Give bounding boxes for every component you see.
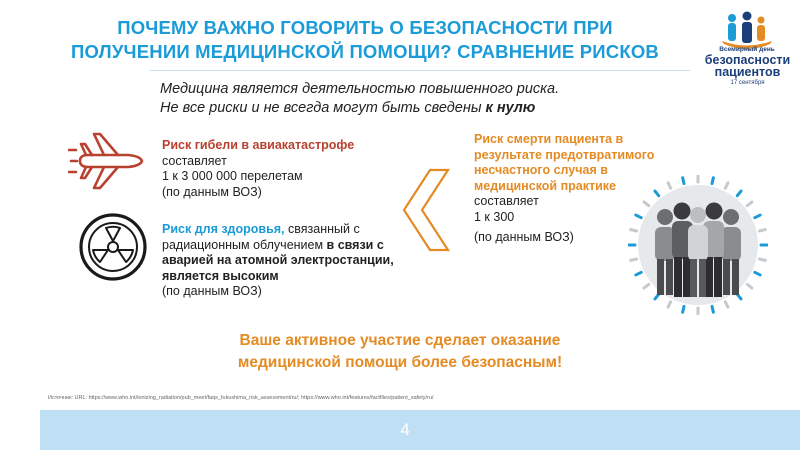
subtitle-line2	[160, 99, 680, 118]
page-number: 4	[400, 420, 410, 439]
logo-title	[700, 54, 795, 78]
page-title	[40, 16, 690, 64]
patient-risk-source: (по данным ВОЗ)	[474, 230, 574, 244]
footer-bar	[40, 410, 800, 450]
subtitle-line2-text: Не все риски и не всегда могут быть сведены	[160, 100, 486, 116]
radiation-risk-text: связанный с радиационным облучением	[162, 222, 360, 252]
subtitle	[160, 80, 680, 118]
patient-risk-line1: составляет	[474, 194, 539, 208]
aviation-risk-heading: Риск гибели в авиакатастрофе	[162, 138, 355, 152]
aviation-risk-line1: составляет	[162, 153, 227, 168]
aviation-risk-source: (по данным ВОЗ)	[162, 184, 262, 199]
patient-risk-heading: Риск смерти пациента в результате предотвратимого несчастного случая в медицинской практике	[474, 132, 655, 193]
call-to-action-line2: медицинской помощи более безопасным!	[237, 354, 563, 371]
logo-title-line2: пациентов	[714, 65, 781, 79]
radiation-risk-emphasis: в связи с аварией на атомной электростанции, является высоким	[162, 237, 394, 283]
logo-date: 17 сентября	[730, 80, 765, 86]
subtitle-line1: Медицина является деятельностью повышенного риска.	[160, 81, 560, 97]
aviation-risk-block	[162, 138, 392, 200]
radiation-risk-block	[162, 222, 402, 300]
subtitle-emphasis: к нулю	[485, 100, 536, 116]
aviation-risk-value: 1 к 3 000 000 перелетам	[162, 169, 303, 183]
airplane-icon	[68, 128, 144, 194]
title-divider	[150, 70, 690, 71]
page-title-line2: ПОЛУЧЕНИИ МЕДИЦИНСКОЙ ПОМОЩИ? СРАВНЕНИЕ РИСКОВ	[71, 41, 659, 62]
radiation-icon	[78, 212, 148, 282]
source-note: Источник: URL: https://www.who.int/ionizing_radiation/pub_meet/faqs_fukushima_risk_assessment/ru/; https://www.who.int/features/factfiles/patient_safety/ru/	[48, 395, 434, 401]
call-to-action-line1: Ваше активное участие сделает оказание	[239, 332, 561, 349]
logo-title-line1: безопасности	[704, 53, 791, 67]
patient-risk-value: 1 к 300	[474, 209, 515, 224]
radiation-risk-source: (по данным ВОЗ)	[162, 284, 262, 298]
call-to-action	[200, 330, 600, 374]
logo-caption: Всемирный день	[719, 46, 775, 53]
people-group-illustration	[628, 175, 768, 315]
radiation-risk-heading: Риск для здоровья,	[162, 222, 285, 236]
chevron-left-icon	[400, 168, 452, 252]
page-title-line1: ПОЧЕМУ ВАЖНО ГОВОРИТЬ О БЕЗОПАСНОСТИ ПРИ	[117, 17, 613, 38]
